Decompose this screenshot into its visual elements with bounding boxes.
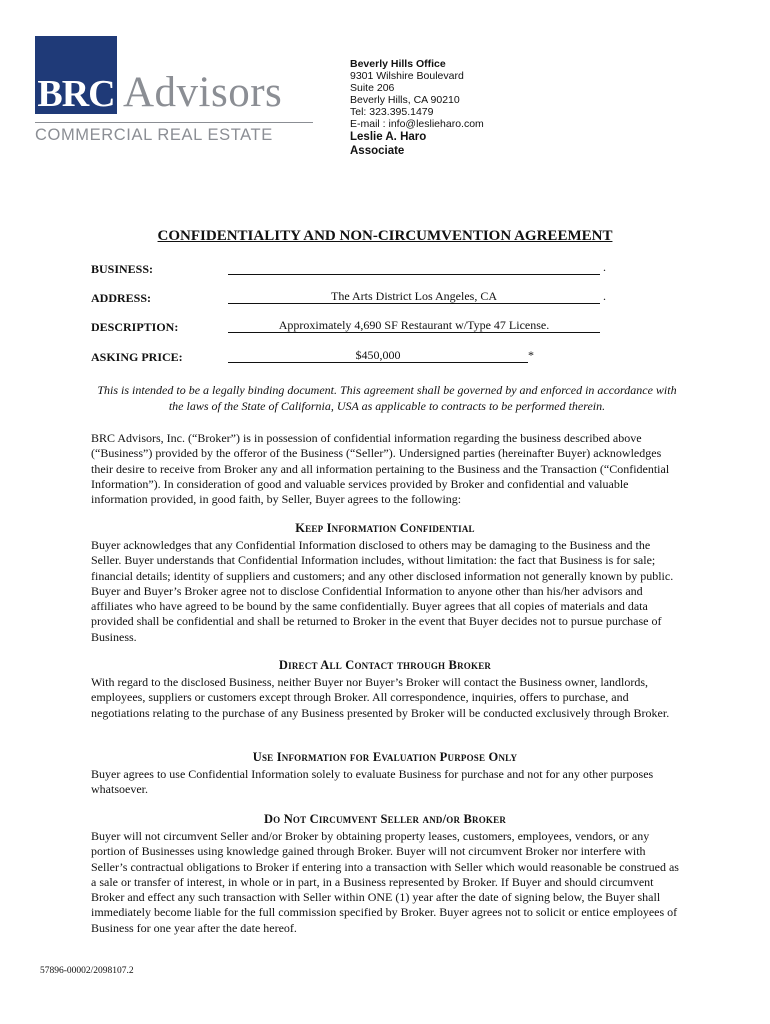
asking-price-field[interactable] [228, 348, 534, 363]
section-heading-contact: Direct All Contact through Broker [278, 658, 492, 672]
office-phone: Tel: 323.395.1479 [350, 106, 434, 118]
section-body-evaluation: Buyer agrees to use Confidential Information solely to evaluate Business for purchase and not for any other purposes whatsoever. [91, 767, 654, 797]
business-label: BUSINESS: [91, 262, 154, 276]
asking-price-value: $450,000 [355, 348, 401, 362]
business-field[interactable] [228, 260, 606, 275]
address-value: The Arts District Los Angeles, CA [331, 289, 497, 303]
logo-brc-text: BRC [37, 73, 115, 115]
office-address-line2: Suite 206 [350, 82, 395, 94]
section-body-confidential: Buyer acknowledges that any Confidential Information disclosed to others may be damaging to the Business and the Seller. Buyer understands that Confidential Information includes, without limitation: the fact that Business is for sale; financial details; identity of suppliers and customers; and any other disclosed information not generally known by public. Buyer and Buyer’s Broker agree not to disclose Confidential Information to anyone other than his/her advisors and affiliates who have agreed to be bound by the same confidentially. Buyer agrees that all copies of materials and data provided shall be confidential and shall be returned to Broker in the event that Buyer decides not to pursue purchase of Business. [91, 538, 674, 644]
asking-price-label: ASKING PRICE: [91, 350, 183, 364]
office-email: E-mail : info@leslieharo.com [350, 118, 484, 130]
section-heading-confidential: Keep Information Confidential [295, 521, 475, 535]
business-field-end: . [603, 260, 606, 274]
logo-subtitle: COMMERCIAL REAL ESTATE [35, 126, 273, 144]
logo-advisors-text: Advisors [123, 69, 283, 116]
asking-price-footnote-mark: * [528, 348, 534, 362]
office-address-line1: 9301 Wilshire Boulevard [350, 70, 464, 82]
address-field-end: . [603, 289, 606, 303]
office-city: Beverly Hills, CA 90210 [350, 94, 460, 106]
section-heading-evaluation: Use Information for Evaluation Purpose Only [252, 750, 518, 764]
section-heading-circumvent: Do Not Circumvent Seller and/or Broker [263, 812, 507, 826]
section-body-contact: With regard to the disclosed Business, neither Buyer nor Buyer’s Broker will contact the Business owner, landlords, employees, suppliers or customers except through Broker. All correspondence, inquiries, offers to purchase, and negotiations relating to the purchase of any Business presented by Broker will be conducted exclusively through Broker. [91, 675, 670, 720]
office-contact-block [350, 58, 484, 158]
office-name: Beverly Hills Office [350, 58, 446, 70]
description-value: Approximately 4,690 SF Restaurant w/Type 47 License. [278, 318, 550, 332]
description-label: DESCRIPTION: [91, 320, 179, 334]
logo-divider [35, 122, 313, 123]
description-field[interactable] [228, 318, 600, 333]
address-field[interactable] [228, 289, 606, 304]
preamble-paragraph: BRC Advisors, Inc. (“Broker”) is in possession of confidential information regarding the business described above (“Business”) provided by the offeror of the Business (“Seller”). Undersigned parties (hereinafter Buyer) acknowledges their desire to receive from Broker any and all information pertaining to the Business and the Transaction (“Confidential Information”). In consideration of good and valuable services provided by Broker and confidential and valuable information provided, in good faith, by Seller, Buyer agrees to the following: [91, 431, 670, 507]
address-label: ADDRESS: [91, 291, 152, 305]
agent-title: Associate [350, 145, 405, 157]
company-logo [35, 36, 325, 151]
agent-name: Leslie A. Haro [350, 131, 427, 143]
legal-binding-notice: This is intended to be a legally binding document. This agreement shall be governed by and enforced in accordance with the laws of the State of California, USA as applicable to contracts to be performed therein. [97, 383, 677, 413]
document-reference-number: 57896-00002/2098107.2 [40, 966, 134, 976]
agreement-title: CONFIDENTIALITY AND NON-CIRCUMVENTION AGREEMENT [157, 228, 613, 244]
section-body-circumvent: Buyer will not circumvent Seller and/or Broker by obtaining property leases, customers, employees, vendors, or any portion of Businesses using knowledge gained through Broker. Buyer will not circumvent Broker nor interfere with Seller’s contractual obligations to Broker if entering into a transaction with Seller which would reasonable be construed as a sale or transfer of interest, in whole or in part, in a Business represented by Broker. If Buyer and should circumvent Broker and effect any such transaction with Seller within ONE (1) year after the date of signing below, the Buyer shall immediately become liable for the full commission specified by Broker. Buyer agrees not to solicit or entice employees of Business for one year after the date hereof. [91, 829, 679, 935]
